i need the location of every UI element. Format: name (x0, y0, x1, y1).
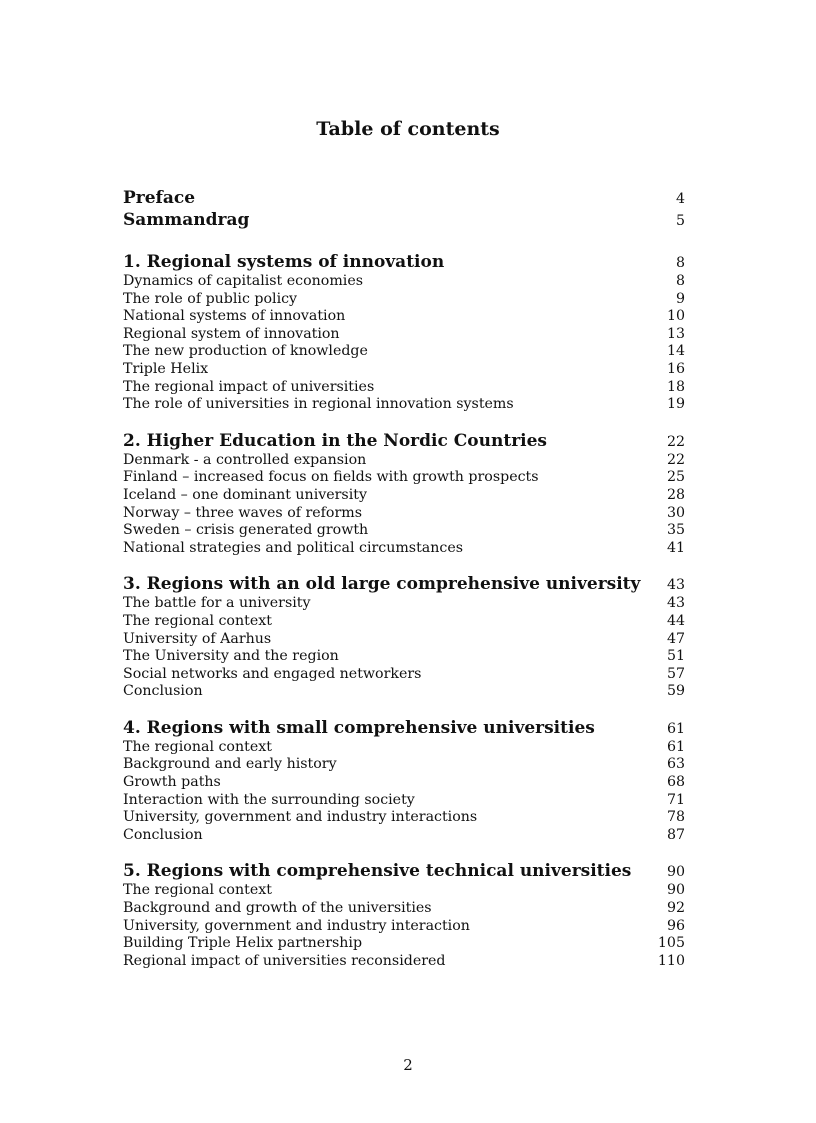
toc-entry-page: 90 (666, 882, 685, 899)
toc-entry[interactable] (123, 756, 685, 774)
toc-entry[interactable] (123, 343, 685, 361)
toc-chapter-3 (123, 575, 685, 701)
toc-entry-label: Finland – increased focus on fields with growth prospects (123, 469, 539, 486)
toc-entry[interactable] (123, 361, 685, 379)
toc-entry-sammandrag[interactable] (123, 210, 685, 232)
toc-entry-label: University, government and industry interactions (123, 809, 478, 826)
toc-entry-page: 87 (666, 826, 685, 843)
toc-entry-label: University, government and industry interaction (123, 917, 470, 934)
toc-entry-preface[interactable] (123, 188, 685, 210)
toc-entry[interactable] (123, 487, 685, 505)
toc-entry-label: Growth paths (123, 774, 221, 791)
front-matter (123, 188, 685, 232)
toc-entry-label: National strategies and political circumstances (123, 539, 464, 556)
toc-entry[interactable] (123, 469, 685, 487)
toc-entry-page: 63 (666, 756, 685, 773)
chapter-heading[interactable] (123, 432, 685, 452)
toc-entry-label: Interaction with the surrounding society (123, 791, 415, 808)
chapter-heading[interactable] (123, 862, 685, 882)
toc-entry-page: 14 (666, 343, 685, 360)
toc-entry-label: Iceland – one dominant university (123, 486, 367, 503)
toc-entry-label: The role of universities in regional innovation systems (123, 396, 514, 413)
toc-entry-page: 18 (666, 378, 685, 395)
toc-entry-label: The regional context (123, 882, 272, 899)
toc-entry-label: Background and growth of the universities (123, 900, 432, 917)
toc-entry[interactable] (123, 505, 685, 523)
chapter-title: 4. Regions with small comprehensive universities (123, 717, 595, 738)
toc-entry[interactable] (123, 953, 685, 971)
toc-entry[interactable] (123, 595, 685, 613)
chapter-page: 8 (675, 255, 685, 271)
toc-entry-label: Sammandrag (123, 210, 250, 230)
toc-entry-page: 96 (666, 917, 685, 934)
toc-entry-page: 16 (666, 360, 685, 377)
toc-entry[interactable] (123, 809, 685, 827)
toc-entry-label: The regional context (123, 612, 272, 629)
toc-entry[interactable] (123, 396, 685, 414)
toc-entry-label: The regional context (123, 738, 272, 755)
toc-entry[interactable] (123, 882, 685, 900)
toc-entry-page: 110 (657, 952, 685, 969)
toc-entry[interactable] (123, 522, 685, 540)
toc-entry[interactable] (123, 935, 685, 953)
toc-entry[interactable] (123, 308, 685, 326)
toc-entry-label: Dynamics of capitalist economies (123, 273, 363, 289)
toc-entry-page: 68 (666, 774, 685, 791)
toc-chapter-2 (123, 432, 685, 558)
toc-entry-page: 35 (666, 522, 685, 539)
toc-entry[interactable] (123, 666, 685, 684)
toc-entry-page: 10 (666, 308, 685, 325)
toc-entry-page: 28 (666, 486, 685, 503)
toc-chapter-1 (123, 253, 685, 414)
toc-entry-page: 19 (666, 396, 685, 413)
chapter-page: 90 (666, 864, 685, 881)
toc-entry[interactable] (123, 540, 685, 558)
chapter-heading[interactable] (123, 719, 685, 739)
toc-entry-page: 78 (666, 809, 685, 826)
toc-entry-page: 47 (666, 630, 685, 647)
chapter-page: 61 (666, 720, 685, 737)
toc-entry-page: 5 (675, 213, 685, 229)
toc-entry-page: 57 (666, 665, 685, 682)
toc-entry-label: Triple Helix (123, 360, 209, 377)
toc-entry[interactable] (123, 683, 685, 701)
toc-entry-label: The battle for a university (123, 595, 311, 612)
toc-entry-page: 9 (675, 290, 685, 307)
toc-entry-page: 105 (657, 935, 685, 952)
toc-entry-page: 22 (666, 451, 685, 468)
toc-entry[interactable] (123, 631, 685, 649)
toc-entry-page: 71 (666, 791, 685, 808)
toc-entry[interactable] (123, 379, 685, 397)
toc-entry-label: Sweden – crisis generated growth (123, 522, 369, 539)
toc-entry-page: 41 (666, 539, 685, 556)
toc-entry-page: 51 (666, 648, 685, 665)
chapter-title: 1. Regional systems of innovation (123, 252, 445, 272)
toc-entry[interactable] (123, 900, 685, 918)
toc-entry-label: Social networks and engaged networkers (123, 665, 422, 682)
toc-entry-label: National systems of innovation (123, 308, 346, 325)
toc-entry[interactable] (123, 291, 685, 309)
toc-entry-label: Background and early history (123, 756, 337, 773)
table-of-contents (123, 188, 685, 988)
toc-chapter-4 (123, 719, 685, 845)
chapter-heading[interactable] (123, 253, 685, 273)
toc-entry-label: Conclusion (123, 683, 203, 700)
toc-entry-page: 92 (666, 900, 685, 917)
chapter-page: 22 (666, 433, 685, 450)
toc-entry-label: Conclusion (123, 826, 203, 843)
toc-entry-label: University of Aarhus (123, 630, 272, 647)
toc-entry[interactable] (123, 648, 685, 666)
toc-entry-page: 25 (666, 469, 685, 486)
toc-entry[interactable] (123, 827, 685, 845)
toc-entry-label: The University and the region (123, 648, 339, 665)
page-number: 2 (403, 1056, 413, 1074)
toc-entry-label: Building Triple Helix partnership (123, 935, 363, 952)
toc-entry-page: 44 (666, 612, 685, 629)
toc-entry-label: Preface (123, 188, 196, 208)
toc-entry[interactable] (123, 613, 685, 631)
chapter-title: 2. Higher Education in the Nordic Countries (123, 430, 547, 451)
toc-entry-label: Norway – three waves of reforms (123, 504, 362, 521)
toc-entry-page: 59 (666, 683, 685, 700)
toc-entry[interactable] (123, 918, 685, 936)
toc-entry-page: 43 (666, 595, 685, 612)
toc-chapter-5 (123, 862, 685, 970)
chapter-heading[interactable] (123, 575, 685, 595)
toc-entry-label: The role of public policy (123, 290, 298, 307)
chapter-title: 3. Regions with an old large comprehensive university (123, 574, 641, 595)
toc-entry[interactable] (123, 739, 685, 757)
chapter-page: 43 (666, 577, 685, 594)
toc-entry[interactable] (123, 273, 685, 291)
toc-entry[interactable] (123, 774, 685, 792)
toc-entry-page: 30 (666, 504, 685, 521)
page-title: Table of contents (316, 118, 500, 140)
toc-entry-label: Regional system of innovation (123, 325, 340, 342)
toc-entry-page: 4 (675, 191, 685, 207)
toc-entry[interactable] (123, 326, 685, 344)
chapter-title: 5. Regions with comprehensive technical universities (123, 861, 632, 882)
toc-entry-label: Regional impact of universities reconsidered (123, 952, 446, 969)
toc-entry-label: Denmark - a controlled expansion (123, 451, 367, 468)
toc-entry-page: 61 (666, 738, 685, 755)
toc-entry-label: The new production of knowledge (123, 343, 368, 360)
toc-entry-page: 8 (675, 273, 685, 289)
toc-entry-page: 13 (666, 325, 685, 342)
toc-entry[interactable] (123, 792, 685, 810)
toc-entry[interactable] (123, 452, 685, 470)
toc-entry-label: The regional impact of universities (123, 378, 375, 395)
